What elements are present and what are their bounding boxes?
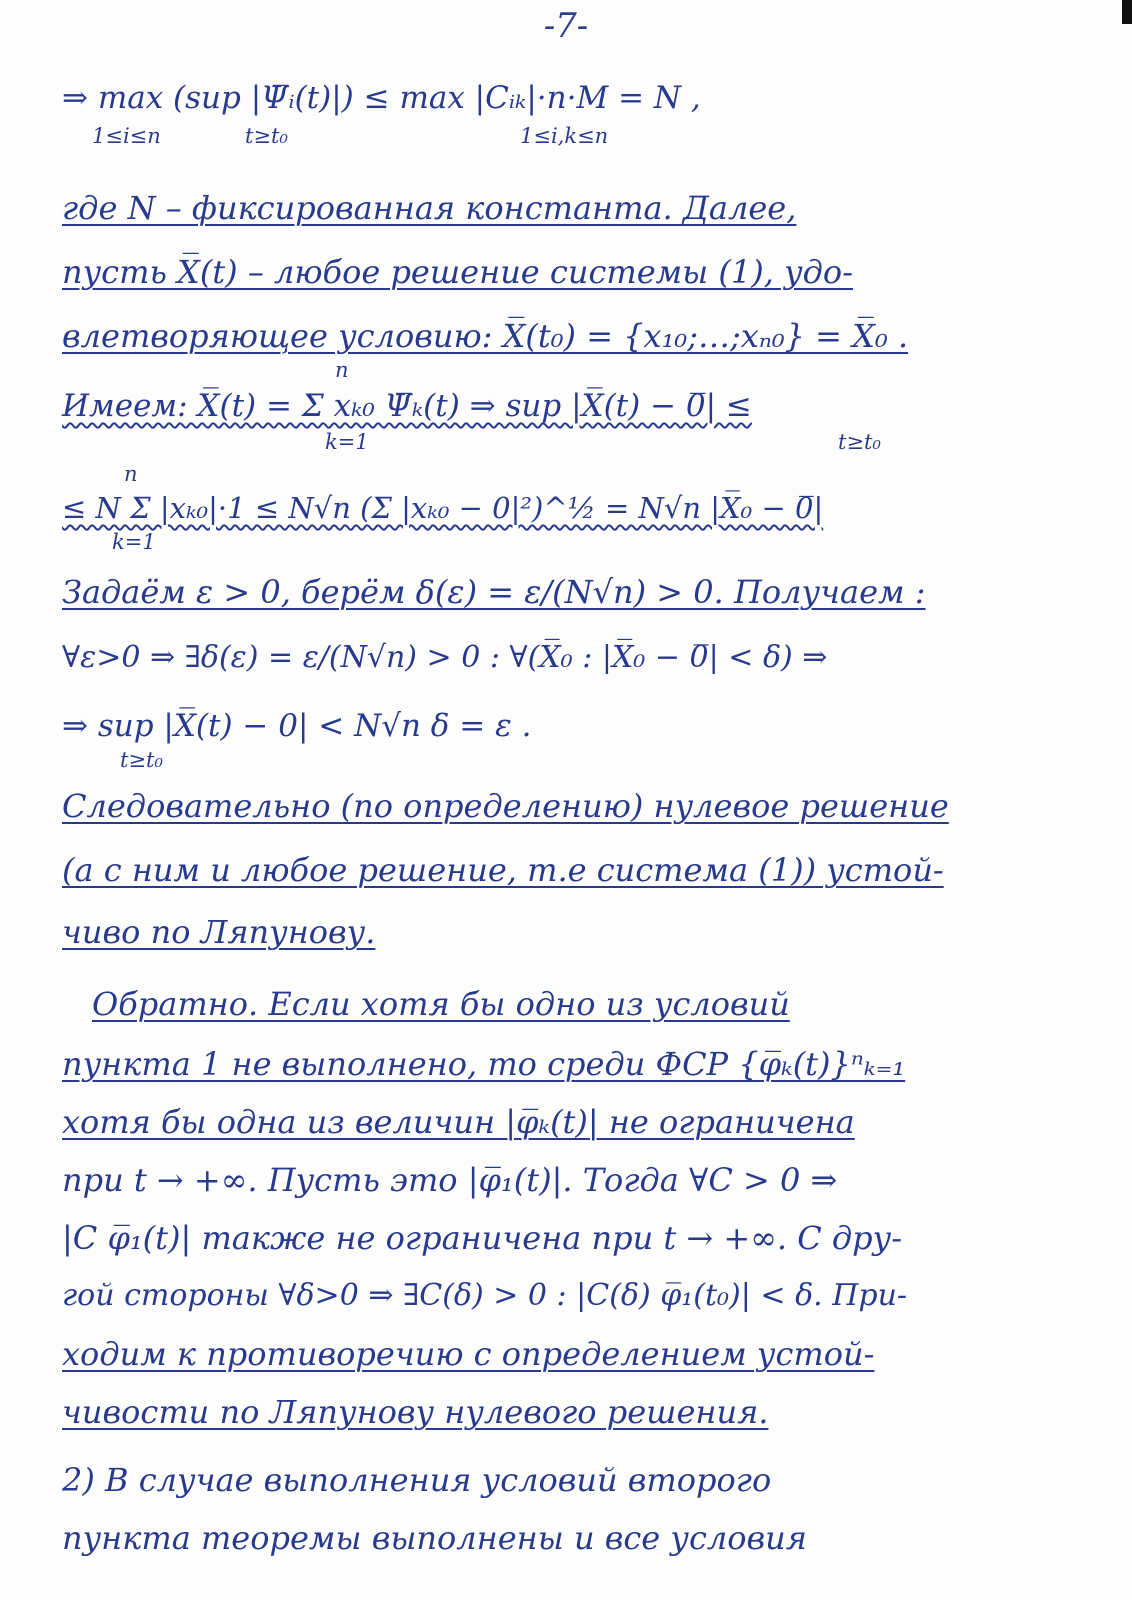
formula-line-5 bbox=[62, 386, 752, 426]
text-line-13 bbox=[92, 984, 790, 1024]
text-line-14-content: пункта 1 не выполнено, то среди ФСР {φ̅ₖ(t)}ⁿₖ₌₁ bbox=[62, 1045, 906, 1083]
text-line-12: чиво по Ляпунову. bbox=[62, 913, 376, 951]
text-line-3-content: пусть X̅(t) – любое решение системы (1), удо- bbox=[62, 253, 853, 291]
text-line-2: где N – фиксированная константа. Далее, bbox=[62, 189, 797, 227]
sup-index: t≥t₀ bbox=[245, 124, 288, 148]
text-line-10-content: Следовательно (по определению) нулевое решение bbox=[62, 787, 949, 825]
text-line-22: пункта теоремы выполнены и все условия bbox=[62, 1519, 807, 1557]
text-line-14 bbox=[62, 1044, 905, 1084]
text-line-18: гой стороны ∀δ>0 ⇒ ∃C(δ) > 0 : |C(δ) φ̅₁(t₀)| < δ. При- bbox=[62, 1278, 908, 1313]
formula-line-8: ∀ε>0 ⇒ ∃δ(ε) = ε/(N√n) > 0 : ∀(X̅₀ : |X̅₀ − 0̅| < δ) ⇒ bbox=[62, 640, 828, 675]
sum-lower-2: k=1 bbox=[112, 530, 156, 554]
text-line-10 bbox=[62, 786, 949, 826]
text-line-19: ходим к противоречию с определением устой- bbox=[62, 1335, 875, 1373]
text-line-15: хотя бы одна из величин |φ̅ₖ(t)| не ограничена bbox=[62, 1103, 855, 1141]
text-line-7 bbox=[62, 572, 926, 612]
text-line-17: |C φ̅₁(t)| также не ограничена при t → +∞. С дру- bbox=[62, 1219, 903, 1257]
sup-index-3: t≥t₀ bbox=[120, 748, 163, 772]
text-line-13-content: Обратно. Если хотя бы одно из условий bbox=[92, 985, 790, 1023]
sum-upper-2: n bbox=[124, 462, 138, 486]
formula-line-5-content: Имеем: X̅(t) = Σ xₖ₀ Ψ̅ₖ(t) ⇒ sup |X̅(t) − 0̅| ≤ bbox=[62, 388, 752, 424]
formula-line-9: ⇒ sup |X̅(t) − 0| < N√n δ = ε . bbox=[62, 708, 532, 744]
text-line-3 bbox=[62, 252, 853, 292]
text-line-21: 2) В случае выполнения условий второго bbox=[62, 1461, 772, 1499]
formula-line-6 bbox=[62, 488, 823, 528]
text-line-4 bbox=[62, 316, 908, 356]
max-index-left: 1≤i≤n bbox=[92, 124, 161, 148]
sum-lower-1: k=1 bbox=[325, 430, 369, 454]
text-line-11: (а с ним и любое решение, т.е система (1)) устой- bbox=[62, 851, 944, 889]
sup-index-2: t≥t₀ bbox=[838, 430, 881, 454]
text-line-4-content: влетворяющее условию: X̅(t₀) = {x₁₀;…;xₙ₀} = X̅₀ . bbox=[62, 317, 909, 355]
page-number: -7- bbox=[543, 6, 589, 46]
formula-line-1: ⇒ max (sup |Ψ̅ᵢ(t)|) ≤ max |Cᵢₖ|·n·M = N , bbox=[62, 80, 701, 116]
text-line-16: при t → +∞. Пусть это |φ̅₁(t)|. Тогда ∀C > 0 ⇒ bbox=[62, 1161, 838, 1199]
formula-line-6-content: ≤ N Σ |xₖ₀|·1 ≤ N√n (Σ |xₖ₀ − 0|²)^½ = N√n |X̅₀ − 0̅| bbox=[62, 491, 824, 525]
sum-upper-1: n bbox=[335, 358, 349, 382]
text-line-20: чивости по Ляпунову нулевого решения. bbox=[62, 1393, 769, 1431]
max-index-right: 1≤i,k≤n bbox=[520, 124, 609, 148]
text-line-7-content: Задаём ε > 0, берём δ(ε) = ε/(N√n) > 0. Получаем : bbox=[62, 573, 926, 611]
